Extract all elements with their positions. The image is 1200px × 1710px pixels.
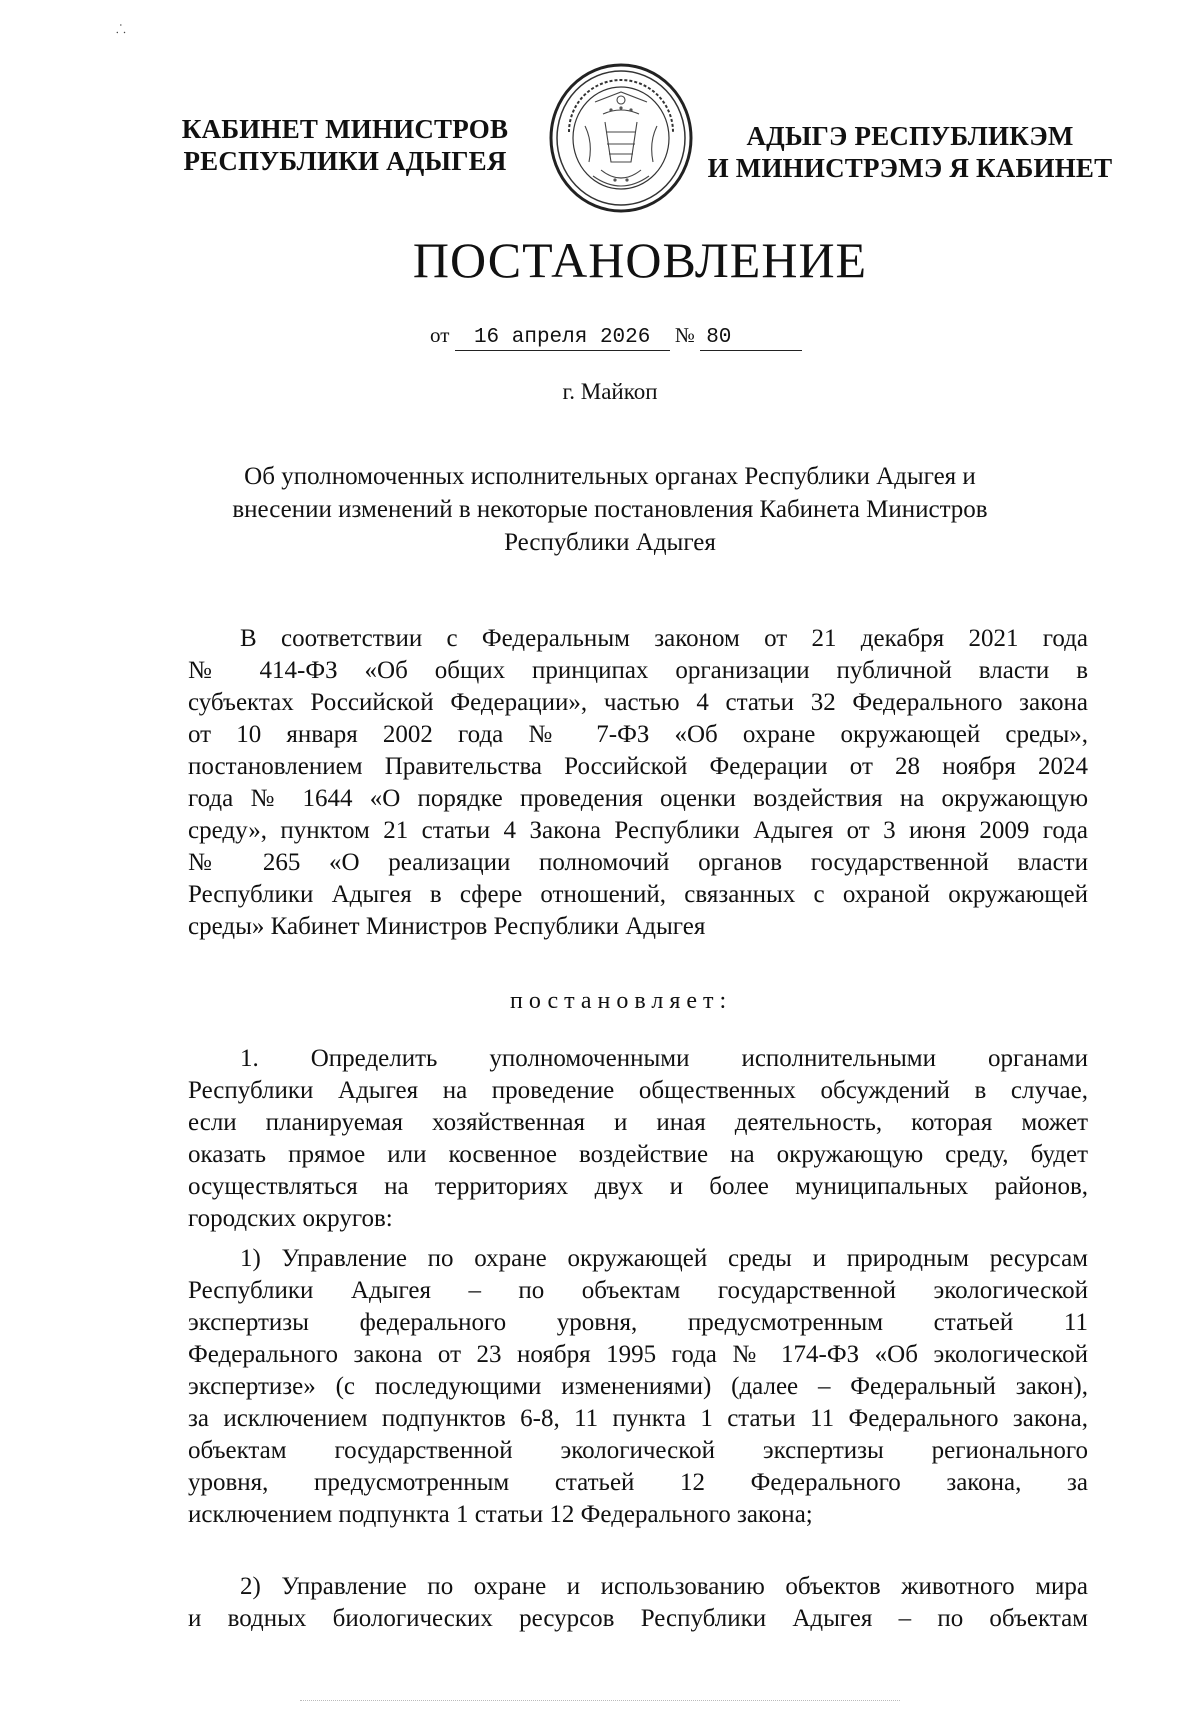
decree-word: постановляет: — [510, 988, 733, 1014]
text-line: от 10 января 2002 года № 7-ФЗ «Об охране окружающей среды», — [188, 721, 1088, 748]
date-number-line — [430, 323, 850, 351]
document-subject: Об уполномоченных исполнительных органах Республики Адыгея и внесении изменений в некоторые постановления Кабинета Министров Республики Адыгея — [232, 463, 988, 556]
text-line: 2) Управление по охране и использованию объектов животного мира — [240, 1573, 1088, 1600]
text-line: осуществляться на территориях двух и более муниципальных районов, — [188, 1173, 1088, 1200]
text-line: среды» Кабинет Министров Республики Адыгея — [188, 913, 706, 940]
text-line: 1) Управление по охране окружающей среды и природным ресурсам — [240, 1245, 1088, 1272]
text-line: за исключением подпунктов 6-8, 11 пункта 1 статьи 11 Федерального закона, — [188, 1405, 1088, 1432]
text-line: и водных биологических ресурсов Республики Адыгея – по объектам — [188, 1605, 1088, 1632]
text-line: постановлением Правительства Российской Федерации от 28 ноября 2024 — [188, 753, 1088, 780]
document-number: 80 — [700, 326, 802, 351]
text-line: экспертизы федерального уровня, предусмотренным статьей 11 — [188, 1309, 1088, 1336]
text-line: В соответствии с Федеральным законом от 21 декабря 2021 года — [240, 625, 1088, 652]
text-line: городских округов: — [188, 1205, 393, 1232]
text-line: Республики Адыгея – по объектам государственной экологической — [188, 1277, 1088, 1304]
text-line: № 265 «О реализации полномочий органов государственной власти — [188, 849, 1088, 876]
scan-artifact-bottom — [300, 1700, 900, 1703]
text-line: среду», пунктом 21 статьи 4 Закона Республики Адыгея от 3 июня 2009 года — [188, 817, 1088, 844]
text-line: 1. Определить уполномоченными исполнительными органами — [240, 1045, 1088, 1072]
text-line: субъектах Российской Федерации», частью 4 статьи 32 Федерального закона — [188, 689, 1088, 716]
text-line: Республики Адыгея в сфере отношений, связанных с охраной окружающей — [188, 881, 1088, 908]
text-line: Федерального закона от 23 ноября 1995 года № 174-ФЗ «Об экологической — [188, 1341, 1088, 1368]
text-line: объектам государственной экологической экспертизы регионального — [188, 1437, 1088, 1464]
text-line: оказать прямое или косвенное воздействие на окружающую среду, будет — [188, 1141, 1088, 1168]
document-city: г. Майкоп — [562, 379, 658, 404]
scan-artifact: ⸫ — [116, 22, 126, 36]
point-1-paragraph — [188, 1043, 1088, 1235]
issuer-name-russian: КАБИНЕТ МИНИСТРОВ РЕСПУБЛИКИ АДЫГЕЯ — [181, 114, 509, 176]
number-prefix: № — [674, 323, 695, 347]
text-line: № 414-ФЗ «Об общих принципах организации публичной власти в — [188, 657, 1088, 684]
subpoint-1-paragraph — [188, 1243, 1088, 1531]
subpoint-2-paragraph — [188, 1571, 1088, 1635]
text-line: экспертизе» (с последующими изменениями) (далее – Федеральный закон), — [188, 1373, 1088, 1400]
document-title: ПОСТАНОВЛЕНИЕ — [412, 232, 868, 288]
text-line: если планируемая хозяйственная и иная деятельность, которая может — [188, 1109, 1088, 1136]
date-prefix: от — [430, 323, 450, 347]
text-line: уровня, предусмотренным статьей 12 Федерального закона, за — [188, 1469, 1088, 1496]
document-date: 16 апреля 2026 — [455, 326, 670, 351]
preamble-paragraph — [188, 623, 1088, 943]
issuer-name-adyghe: АДЫГЭ РЕСПУБЛИКЭМ И МИНИСТРЭМЭ Я КАБИНЕТ — [707, 121, 1113, 183]
republic-coat-of-arms-icon — [545, 62, 697, 214]
text-line: года № 1644 «О порядке проведения оценки воздействия на окружающую — [188, 785, 1088, 812]
text-line: исключением подпункта 1 статьи 12 Федерального закона; — [188, 1501, 813, 1528]
text-line: Республики Адыгея на проведение общественных обсуждений в случае, — [188, 1077, 1088, 1104]
